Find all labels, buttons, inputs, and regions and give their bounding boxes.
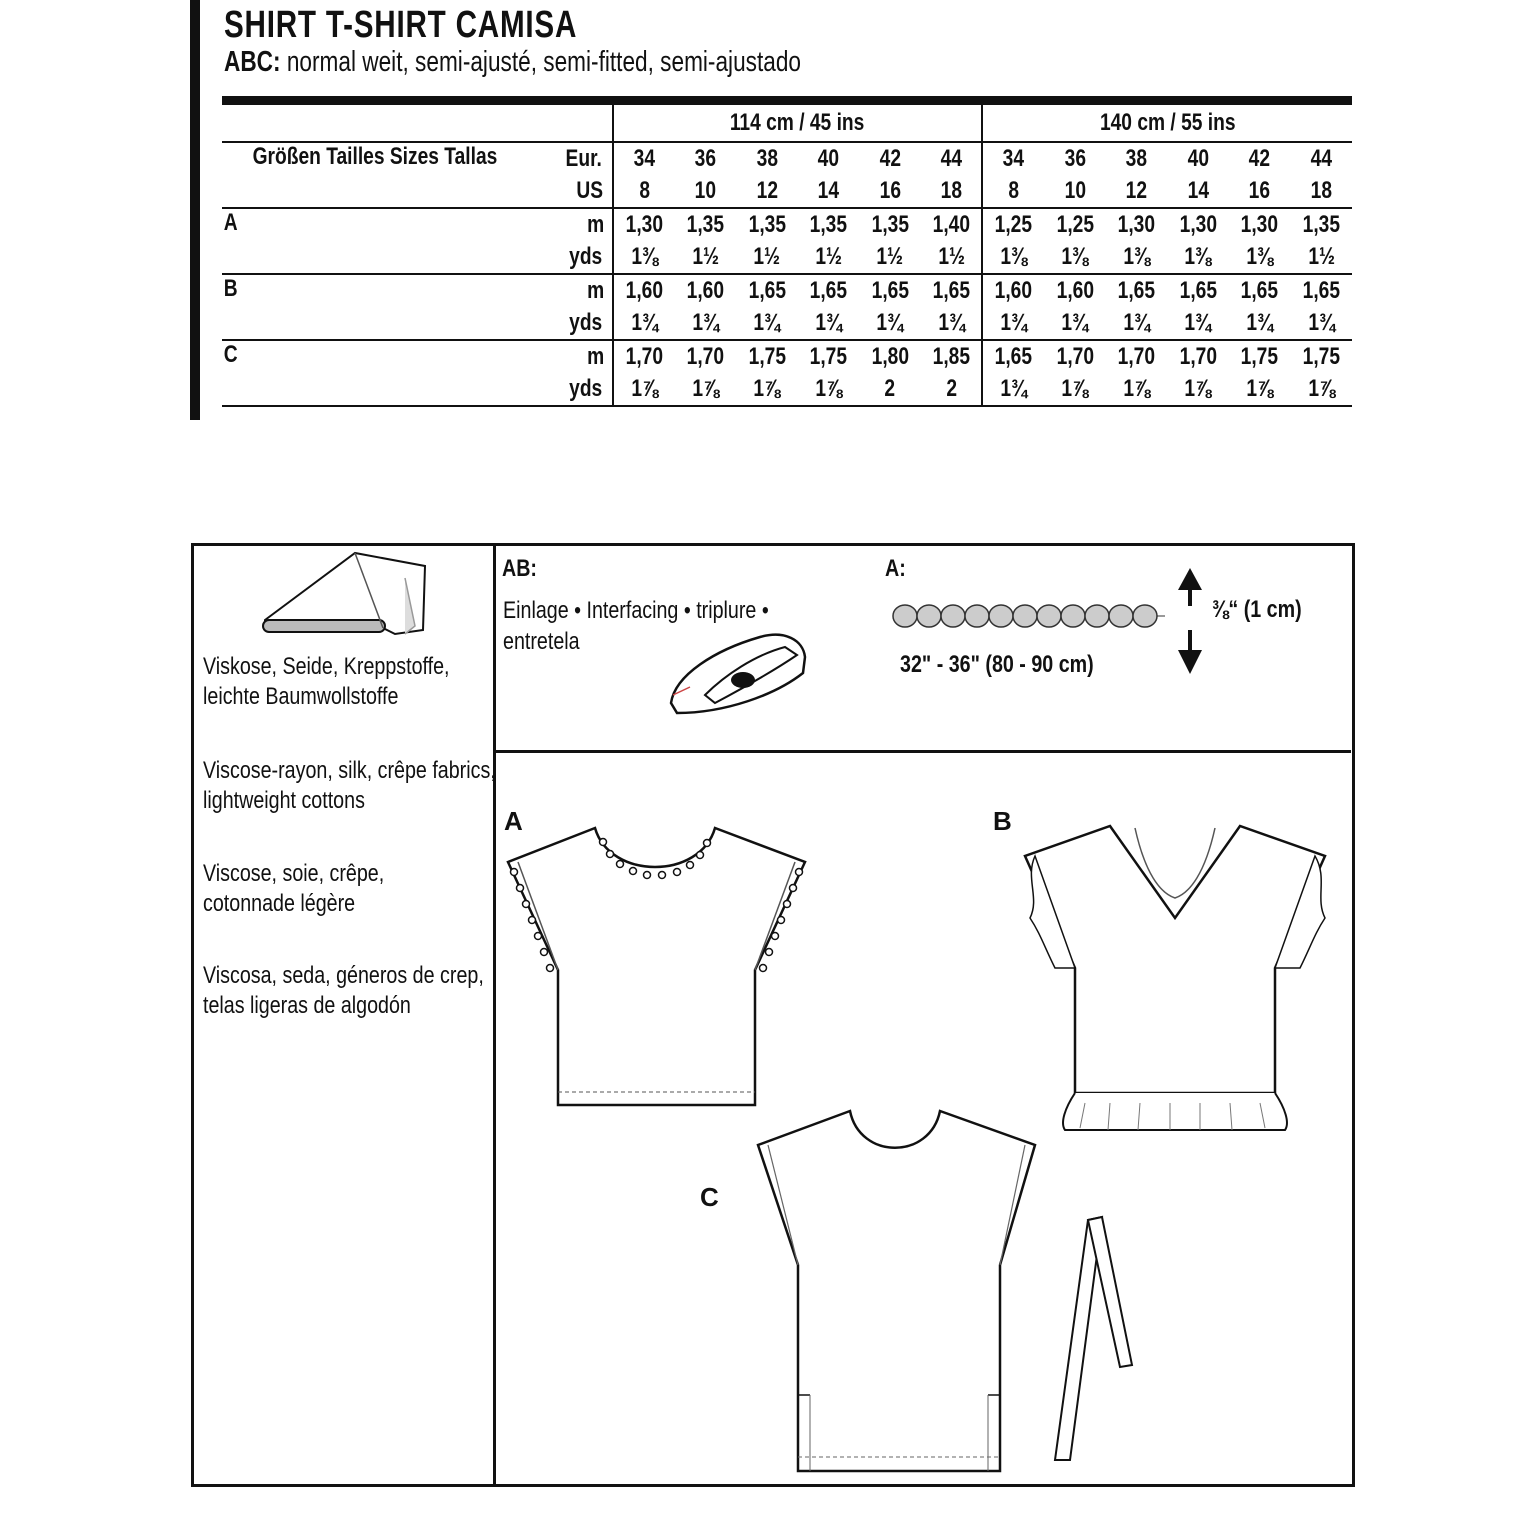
eur-size-cell-text: 38: [1125, 145, 1148, 172]
us-size-cell: [798, 175, 859, 208]
subtitle-prefix: ABC:: [224, 46, 281, 78]
view-a-label: A: [504, 806, 523, 836]
unit-m: [551, 208, 613, 241]
tie-belt-drawing: [1040, 1215, 1140, 1465]
meters-cell-text: 1,65: [809, 277, 848, 304]
yards-cell-text: 1⅞: [691, 375, 719, 402]
yards-cell-text: 1¾: [1308, 309, 1335, 336]
unit-m: [551, 340, 613, 373]
yards-cell-text: 1⅜: [1000, 243, 1028, 270]
us-size-cell-text: 18: [940, 177, 962, 204]
us-size-cell-text: 10: [694, 177, 716, 204]
yards-cell: [1168, 373, 1229, 406]
yards-cell-text: 1⅜: [1246, 243, 1274, 270]
us-size-cell-text: 16: [879, 177, 901, 204]
us-size-cell: [921, 175, 982, 208]
meters-cell-text: 1,35: [686, 211, 724, 238]
yards-cell: [921, 373, 982, 406]
meters-cell: [1229, 340, 1291, 373]
fabric-bolt-icon: [255, 548, 435, 643]
yards-cell-text: 1½: [691, 243, 719, 270]
eur-size-cell-text: 44: [940, 145, 962, 172]
yards-cell-text: 1⅞: [1184, 375, 1212, 402]
meters-cell: [1105, 208, 1167, 241]
meters-cell: [798, 208, 859, 241]
eur-size-cell-text: 36: [1064, 145, 1086, 172]
fabric-en-line2: lightweight cottons: [203, 787, 365, 814]
yards-cell: [1291, 241, 1352, 274]
yards-cell-text: 1¾: [937, 309, 965, 336]
meters-cell: [859, 208, 921, 241]
eur-label-text: Eur.: [565, 145, 603, 172]
meters-cell-text: 1,70: [1117, 343, 1156, 370]
view-a-drawing: [500, 820, 820, 1110]
yards-cell-text: 2: [945, 375, 957, 402]
us-size-cell-text: 14: [817, 177, 840, 204]
eur-size-cell-text: 42: [1248, 145, 1271, 172]
us-size-cell: [1168, 175, 1229, 208]
left-rule: [190, 0, 200, 420]
yards-cell-text: 1¾: [876, 309, 904, 336]
meters-cell-text: 1,30: [1117, 211, 1156, 238]
us-size-cell: [736, 175, 798, 208]
yards-cell-text: 1⅜: [1123, 243, 1150, 270]
view-a-meters-row: [222, 208, 1352, 241]
yards-cell: [1044, 241, 1105, 274]
meters-cell-text: 1,65: [932, 277, 970, 304]
meters-cell: [982, 274, 1044, 307]
eur-size-cell: [1168, 142, 1229, 175]
yards-cell-text: 1¾: [1061, 309, 1089, 336]
us-size-cell: [1105, 175, 1167, 208]
view-c-drawing: [750, 1105, 1045, 1480]
meters-cell: [613, 208, 675, 241]
yards-cell-text: 2: [884, 375, 896, 402]
yards-cell: [921, 307, 982, 340]
fabric-width-header-text: 114 cm / 45 ins: [730, 109, 865, 136]
view-label-text: B: [223, 275, 238, 302]
yards-cell-text: 1⅜: [630, 243, 658, 270]
eur-size-cell-text: 36: [694, 145, 716, 172]
meters-cell-text: 1,25: [995, 211, 1033, 238]
meters-cell-text: 1,65: [1117, 277, 1156, 304]
sizes-label: [222, 142, 551, 208]
eur-size-cell-text: 40: [1187, 145, 1209, 172]
meters-cell: [675, 274, 736, 307]
meters-cell-text: 1,75: [748, 343, 786, 370]
meters-cell-text: 1,60: [625, 277, 663, 304]
view-label: [222, 274, 551, 340]
meters-cell: [982, 340, 1044, 373]
yards-cell: [1105, 307, 1167, 340]
us-size-cell: [1044, 175, 1105, 208]
meters-cell-text: 1,65: [1241, 277, 1279, 304]
meters-cell: [1044, 340, 1105, 373]
yards-cell-text: 1½: [876, 243, 904, 270]
us-size-cell: [859, 175, 921, 208]
yards-cell: [1229, 307, 1291, 340]
interfacing-line1: Einlage • Interfacing • triplure •: [503, 597, 769, 624]
unit-m-text: m: [587, 211, 605, 238]
meters-cell: [1105, 274, 1167, 307]
fabric-de: [203, 652, 450, 712]
yards-cell-text: 1¾: [1123, 309, 1150, 336]
meters-cell: [736, 340, 798, 373]
unit-yds-text: yds: [569, 309, 603, 336]
yards-cell: [1291, 373, 1352, 406]
yards-cell: [798, 373, 859, 406]
meters-cell-text: 1,70: [1179, 343, 1217, 370]
eur-size-cell-text: 38: [756, 145, 778, 172]
meters-cell: [1229, 274, 1291, 307]
eur-size-cell-text: 42: [879, 145, 901, 172]
yardage-table: [222, 96, 1352, 407]
fabric-es-line1: Viscosa, seda, géneros de crep,: [203, 962, 484, 989]
yards-cell-text: 1⅜: [1061, 243, 1089, 270]
meters-cell-text: 1,35: [748, 211, 786, 238]
us-label: [551, 175, 613, 208]
yards-cell-text: 1⅞: [630, 375, 658, 402]
a-label: A:: [885, 555, 906, 582]
unit-m-text: m: [587, 343, 605, 370]
meters-cell-text: 1,40: [932, 211, 970, 238]
fabric-fr: [203, 859, 384, 919]
yards-cell: [1044, 373, 1105, 406]
iron-icon: [665, 625, 815, 720]
eur-size-cell: [736, 142, 798, 175]
yards-cell: [675, 241, 736, 274]
meters-cell: [859, 340, 921, 373]
us-size-cell-text: 8: [638, 177, 650, 204]
meters-cell-text: 1,65: [748, 277, 786, 304]
yards-cell-text: 1⅞: [1308, 375, 1335, 402]
yards-cell: [1105, 241, 1167, 274]
ab-label: AB:: [502, 555, 537, 582]
us-size-cell-text: 8: [1008, 177, 1020, 204]
eur-size-cell-text: 34: [1003, 145, 1025, 172]
eur-size-cell: [613, 142, 675, 175]
eur-size-cell: [798, 142, 859, 175]
meters-cell: [1168, 340, 1229, 373]
yards-cell: [1168, 307, 1229, 340]
meters-cell: [1291, 208, 1352, 241]
fabric-fr-line2: cotonnade légère: [203, 890, 356, 917]
meters-cell: [1291, 340, 1352, 373]
yards-cell: [613, 373, 675, 406]
size-table: [222, 105, 1352, 407]
yards-cell: [798, 241, 859, 274]
yards-cell-text: 1⅞: [753, 375, 781, 402]
yards-cell: [1291, 307, 1352, 340]
fabric-de-line1: Viskose, Seide, Kreppstoffe,: [203, 653, 450, 680]
yards-cell: [921, 241, 982, 274]
eur-label: [551, 142, 613, 175]
eur-size-cell: [982, 142, 1044, 175]
meters-cell-text: 1,70: [686, 343, 724, 370]
eur-size-cell-text: 44: [1310, 145, 1333, 172]
us-size-cell: [675, 175, 736, 208]
us-size-cell-text: 12: [756, 177, 778, 204]
meters-cell-text: 1,25: [1056, 211, 1094, 238]
yards-cell-text: 1¾: [630, 309, 658, 336]
meters-cell-text: 1,65: [1179, 277, 1217, 304]
yards-cell: [982, 373, 1044, 406]
unit-yds: [551, 307, 613, 340]
table-top-bar: [222, 96, 1352, 105]
trim-length: 32" - 36" (80 - 90 cm): [900, 651, 1094, 678]
meters-cell: [1105, 340, 1167, 373]
meters-cell: [1168, 208, 1229, 241]
unit-yds-text: yds: [569, 243, 603, 270]
view-label: [222, 208, 551, 274]
yards-cell-text: 1⅞: [1061, 375, 1089, 402]
yards-cell: [1168, 241, 1229, 274]
meters-cell-text: 1,30: [625, 211, 663, 238]
us-size-cell-text: 18: [1310, 177, 1333, 204]
meters-cell-text: 1,65: [995, 343, 1033, 370]
meters-cell-text: 1,60: [995, 277, 1033, 304]
yards-cell-text: 1¾: [1184, 309, 1212, 336]
fabric-en: [203, 756, 496, 816]
unit-yds-text: yds: [569, 375, 603, 402]
page-subtitle: [224, 46, 801, 79]
meters-cell: [859, 274, 921, 307]
yards-cell: [736, 307, 798, 340]
box-divider-vertical: [493, 543, 496, 1484]
us-size-cell-text: 12: [1125, 177, 1148, 204]
yards-cell: [736, 373, 798, 406]
width-header-row: [222, 105, 1352, 142]
meters-cell-text: 1,35: [1302, 211, 1341, 238]
yards-cell: [1229, 373, 1291, 406]
meters-cell: [736, 208, 798, 241]
meters-cell-text: 1,85: [932, 343, 970, 370]
yards-cell-text: 1⅞: [1246, 375, 1274, 402]
meters-cell-text: 1,75: [1241, 343, 1279, 370]
view-c-label: C: [700, 1182, 719, 1212]
yards-cell: [982, 241, 1044, 274]
interfacing-line2: entretela: [503, 628, 580, 655]
subtitle-text: normal weit, semi-ajusté, semi-fitted, semi-ajustado: [280, 46, 801, 78]
yards-cell: [982, 307, 1044, 340]
yards-cell-text: 1¾: [753, 309, 781, 336]
eur-size-cell: [1229, 142, 1291, 175]
unit-yds: [551, 373, 613, 406]
meters-cell: [982, 208, 1044, 241]
us-size-cell-text: 10: [1064, 177, 1086, 204]
meters-cell: [921, 274, 982, 307]
meters-cell-text: 1,30: [1241, 211, 1279, 238]
meters-cell-text: 1,75: [809, 343, 848, 370]
meters-cell: [613, 274, 675, 307]
eur-size-cell: [859, 142, 921, 175]
yards-cell-text: 1½: [937, 243, 965, 270]
yards-cell: [613, 241, 675, 274]
yards-cell-text: 1⅜: [1184, 243, 1212, 270]
eur-size-cell: [1291, 142, 1352, 175]
yards-cell-text: 1⅞: [815, 375, 842, 402]
yards-cell: [1229, 241, 1291, 274]
yards-cell: [1044, 307, 1105, 340]
eur-size-cell: [675, 142, 736, 175]
box-divider-horizontal: [493, 750, 1351, 753]
view-b-drawing: [1010, 818, 1340, 1138]
meters-cell: [1044, 274, 1105, 307]
yards-cell: [798, 307, 859, 340]
unit-m-text: m: [587, 277, 605, 304]
yards-cell-text: 1¾: [815, 309, 842, 336]
meters-cell: [1291, 274, 1352, 307]
meters-cell: [675, 208, 736, 241]
yards-cell: [675, 373, 736, 406]
yards-cell-text: 1½: [753, 243, 781, 270]
view-label-text: A: [223, 209, 238, 236]
meters-cell-text: 1,60: [1056, 277, 1094, 304]
fabric-width-header: [613, 105, 983, 142]
meters-cell-text: 1,60: [686, 277, 724, 304]
eur-size-cell: [1105, 142, 1167, 175]
view-b-label: B: [993, 806, 1012, 836]
meters-cell-text: 1,80: [871, 343, 909, 370]
us-label-text: US: [576, 177, 604, 204]
fabric-es-line2: telas ligeras de algodón: [203, 992, 411, 1019]
yards-cell: [1105, 373, 1167, 406]
yards-cell-text: 1¾: [1246, 309, 1274, 336]
meters-cell: [921, 208, 982, 241]
yards-cell-text: 1⅞: [1123, 375, 1150, 402]
meters-cell: [1044, 208, 1105, 241]
meters-cell: [1229, 208, 1291, 241]
yards-cell: [613, 307, 675, 340]
yards-cell-text: 1½: [1308, 243, 1335, 270]
fabric-width-header-text: 140 cm / 55 ins: [1099, 109, 1236, 136]
meters-cell: [798, 340, 859, 373]
unit-yds: [551, 241, 613, 274]
meters-cell: [613, 340, 675, 373]
eur-size-cell-text: 34: [633, 145, 655, 172]
us-size-cell: [613, 175, 675, 208]
yards-cell-text: 1¾: [691, 309, 719, 336]
meters-cell-text: 1,65: [871, 277, 909, 304]
meters-cell-text: 1,35: [871, 211, 909, 238]
us-size-cell-text: 16: [1248, 177, 1271, 204]
meters-cell: [798, 274, 859, 307]
view-label: [222, 340, 551, 406]
fabric-de-line2: leichte Baumwollstoffe: [203, 683, 399, 710]
meters-cell: [921, 340, 982, 373]
meters-cell: [1168, 274, 1229, 307]
view-b-meters-row: [222, 274, 1352, 307]
view-label-text: C: [223, 341, 238, 368]
yards-cell: [859, 241, 921, 274]
meters-cell-text: 1,70: [625, 343, 663, 370]
eur-size-row: [222, 142, 1352, 175]
meters-cell: [736, 274, 798, 307]
meters-cell-text: 1,70: [1056, 343, 1094, 370]
yards-cell-text: 1¾: [1000, 309, 1028, 336]
meters-cell: [675, 340, 736, 373]
view-c-meters-row: [222, 340, 1352, 373]
fabric-en-line1: Viscose-rayon, silk, crêpe fabrics,: [203, 757, 496, 784]
page-title: SHIRT T-SHIRT CAMISA: [224, 4, 578, 46]
yards-cell: [675, 307, 736, 340]
eur-size-cell: [1044, 142, 1105, 175]
yards-cell-text: 1¾: [1000, 375, 1028, 402]
meters-cell-text: 1,65: [1302, 277, 1341, 304]
pompom-trim-icon: [890, 600, 1170, 632]
trim-width: ⅜“ (1 cm): [1212, 596, 1302, 623]
eur-size-cell: [921, 142, 982, 175]
meters-cell-text: 1,35: [809, 211, 848, 238]
yards-cell: [859, 307, 921, 340]
us-size-cell: [982, 175, 1044, 208]
us-size-cell-text: 14: [1187, 177, 1209, 204]
eur-size-cell-text: 40: [817, 145, 840, 172]
yards-cell: [736, 241, 798, 274]
blank-cell: [551, 105, 613, 142]
double-arrow-icon: [1175, 568, 1205, 674]
yards-cell-text: 1½: [815, 243, 842, 270]
meters-cell-text: 1,75: [1302, 343, 1341, 370]
us-size-cell: [1291, 175, 1352, 208]
fabric-es: [203, 961, 484, 1021]
blank-cell: [222, 105, 551, 142]
meters-cell-text: 1,30: [1179, 211, 1217, 238]
fabric-width-header: [982, 105, 1352, 142]
fabric-fr-line1: Viscose, soie, crêpe,: [203, 860, 385, 887]
us-size-cell: [1229, 175, 1291, 208]
unit-m: [551, 274, 613, 307]
sizes-label-text: Größen Tailles Sizes Tallas: [252, 143, 498, 170]
yards-cell: [859, 373, 921, 406]
